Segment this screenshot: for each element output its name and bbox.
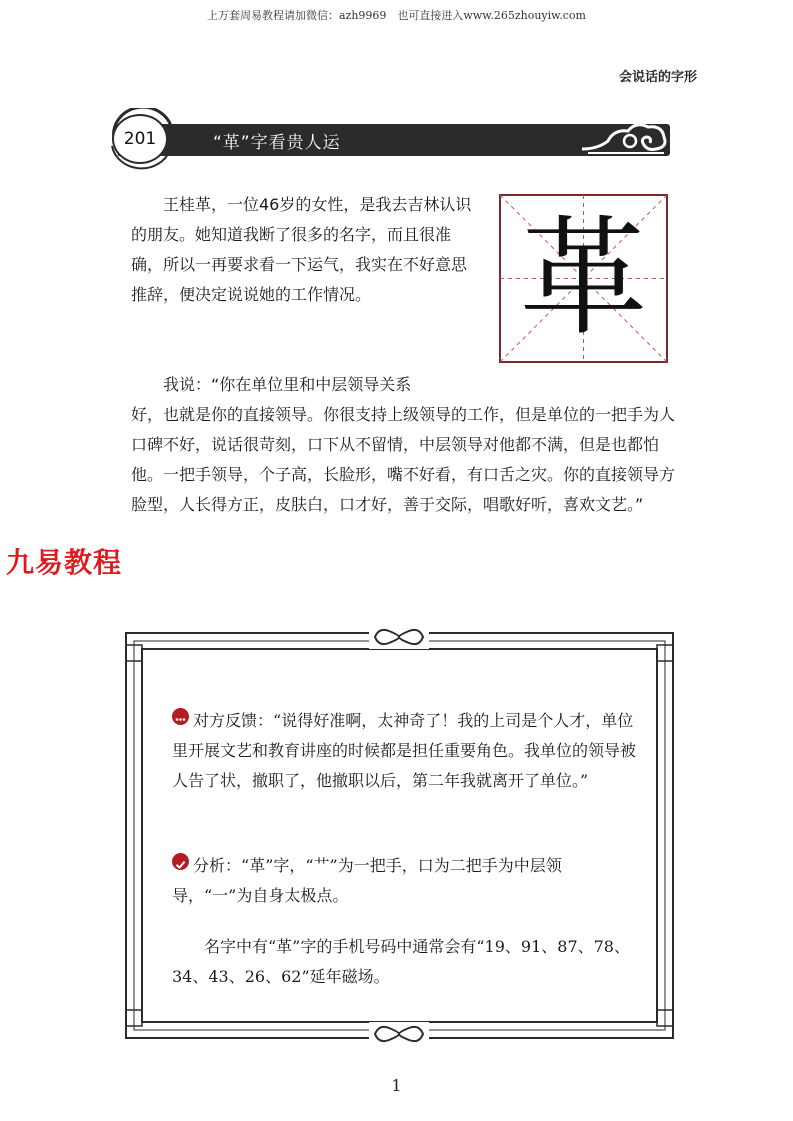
check-icon (172, 853, 189, 870)
character-grid (499, 194, 668, 363)
paragraph-intro: 王桂革，一位46岁的女性，是我去吉林认识的朋友。她知道我断了很多的名字，而且很准确，所以一再要求看一下运气，我实在不好意思推辞，便决定说说她的工作情况。 (131, 195, 472, 304)
section-title: “革”字看贵人运 (213, 133, 341, 153)
cloud-ornament-icon (578, 119, 670, 159)
analysis-text: “革”字，“艹”为一把手，口为二把手为中层领导，“一”为自身太极点。 (172, 856, 562, 905)
large-character: 革 (519, 203, 648, 353)
reading-line-1: 我说：“你在单位里和中层领导关系 (163, 375, 412, 394)
paragraph-reading (131, 370, 677, 520)
analysis-label: 分析： (193, 856, 242, 875)
note-paragraph: 名字中有“革”字的手机号码中通常会有“19、91、87、78、34、43、26、62”延年磁场。 (172, 937, 630, 986)
feedback-label: 对方反馈： (193, 711, 274, 730)
feedback-text: “说得好准啊，太神奇了！我的上司是个人才，单位里开展文艺和教育讲座的时候都是担任重要角色。我单位的领导被人告了状，撤职了，他撤职以后，第二年我就离开了单位。” (172, 711, 637, 790)
header-notice: 上万套周易教程请加微信：azh9969 也可直接进入www.265zhouyiw.com (206, 9, 586, 22)
analysis-block (172, 851, 637, 911)
speech-bubble-icon (172, 708, 189, 725)
section-number: 201 (112, 114, 168, 164)
feedback-block (172, 706, 637, 796)
running-title: 会说话的字形 (618, 70, 697, 85)
reading-rest: 好，也就是你的直接领导。你很支持上级领导的工作，但是单位的一把手为人口碑不好，说话很苛刻，口下从不留情，中层领导对他都不满，但是也都怕他。一把手领导，个子高，长脸形，嘴不好看，有口舌之灾。你的直接领导方脸型，人长得方正，皮肤白，口才好，善于交际，唱歌好听，喜欢文艺。” (131, 405, 676, 514)
watermark-logo: 九易教程 (6, 546, 123, 579)
page-number: 1 (391, 1076, 402, 1095)
